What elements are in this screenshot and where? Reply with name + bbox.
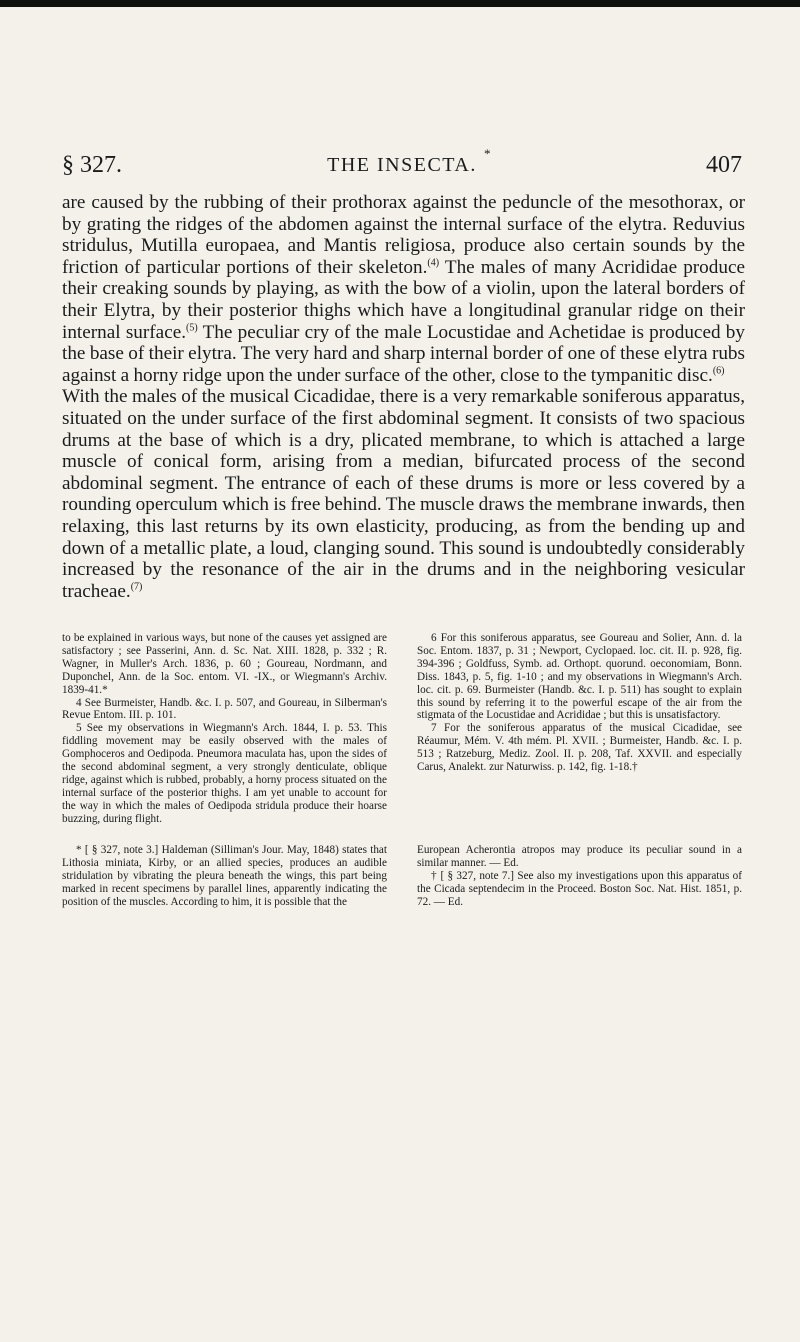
footnote-ref: (4) <box>427 257 440 269</box>
paragraph-text: The males of many Acrididae produce their creaking sounds by playing, as with the bow of a violin, upon the lateral borders of their Elytra, by their posterior thighs which have a longitudinal granular ridge on their internal surface. <box>62 256 745 343</box>
editor-note: † [ § 327, note 7.] See also my investigations upon this apparatus of the Cicada septendecim in the Proceed. Boston Soc. Nat. Hist. 1851, p. 72. — Ed. <box>417 869 742 908</box>
section-number: § 327. <box>62 152 122 178</box>
editor-note: * [ § 327, note 3.] Haldeman (Silliman's Jour. May, 1848) states that Lithosia miniata, Kirby, or an allied species, produces an audible stridulation by vibrating the pleura beneath the wings, this part being marked in recent specimens by parallel lines, apparently indicating the position of the muscles. According to him, it is possible that the <box>62 844 387 908</box>
paragraph-text: With the males of the musical Cicadidae, there is a very remarkable soniferous apparatus, situated on the under surface of the first abdominal segment. It consists of two spacious drums at the base of which is a dry, plicated membrane, to which is attached a large muscle of conical form, arising from a median, bifurcated process of the second abdominal segment. The entrance of each of these drums is more or less covered by a rounding operculum which is free behind. The muscle draws the membrane inwards, then relaxing, this last returns by its own elasticity, producing, as from the bending up and down of a metallic plate, a loud, clanging sound. This sound is undoubtedly considerably increased by the resonance of the air in the drums and in the neighboring vesicular tracheae. <box>62 386 745 602</box>
running-header <box>62 146 742 192</box>
running-title: THE INSECTA. <box>327 154 477 176</box>
footnote-column-right <box>417 632 742 774</box>
footnote-column-left <box>62 632 387 826</box>
footnote-ref: (6) <box>712 365 725 377</box>
footnote: 6 For this soniferous apparatus, see Goureau and Solier, Ann. d. la Soc. Entom. 1837, p. 31 ; Newport, Cyclopaed. loc. cit. II. p. 928, fig. 394-396 ; Goldfuss, Symb. ad. Orthopt. quorund. oeconomiam, Bonn. Diss. 1843, p. 5, fig. 1-10 ; and my observations in Wiegmann's Arch. loc. cit. p. 69. Burmeister (Handb. &c. I. p. 511) has sought to explain this sound by referring it to the powerful escape of the air from the stigmata of the Locustidae and Acrididae ; but this is unsatisfactory. <box>417 632 742 722</box>
header-mark: * <box>484 146 491 161</box>
footnote-ref: (7) <box>130 581 143 593</box>
footnote: 7 For the soniferous apparatus of the musical Cicadidae, see Réaumur, Mém. V. 4th mém. Pl. XVII. ; Burmeister, Handb. &c. I. p. 513 ; Ratzeburg, Mediz. Zool. II. p. 208, Taf. XXVII. and especially Carus, Analekt. zur Naturwiss. p. 142, fig. 1-18.† <box>417 722 742 774</box>
footnote: to be explained in various ways, but none of the causes yet assigned are satisfactory ; see Passerini, Ann. d. Sc. Nat. XIII. 1828, p. 332 ; R. Wagner, in Muller's Arch. 1836, p. 60 ; Goureau, Nordmann, and Duponchel, Ann. de la Soc. entom. VI. -IX., or Wiegmann's Archiv. 1839-41.* <box>62 632 387 696</box>
paragraph <box>62 386 745 602</box>
editor-note: European Acherontia atropos may produce its peculiar sound in a similar manner. — Ed. <box>417 844 742 869</box>
editor-note-column-left <box>62 844 387 909</box>
footnote-ref: (5) <box>186 322 198 334</box>
paragraph-text: The peculiar cry of the male Locustidae and Achetidae is produced by the base of their elytra. The very hard and sharp internal border of one of these elytra rubs against a horny ridge upon the under surface of the other, close to the tympanitic disc. <box>62 321 745 386</box>
footnote: 5 See my observations in Wiegmann's Arch. 1844, I. p. 53. This fiddling movement may be easily observed with the males of Gomphoceros and Oedipoda. Pneumora maculata has, upon the sides of the second abdominal segment, a very strongly denticulate, oblique ridge, against which is rubbed, probably, a horny process situated on the internal surface of the posterior thighs. I am yet unable to account for the way in which the males of Oedipoda stridula produce their hoarse buzzing, during flight. <box>62 722 387 825</box>
footnote: 4 See Burmeister, Handb. &c. I. p. 507, and Goureau, in Silberman's Revue Entom. III. p. 101. <box>62 696 387 722</box>
paragraph-text: are caused by the rubbing of their prothorax against the peduncle of the mesothorax, or by grating the ridges of the abdomen against the internal surface of the elytra. Reduvius stridulus, Mutilla europaea, and Mantis religiosa, produce also certain sounds by the friction of particular portions of their skeleton. <box>62 192 745 278</box>
paragraph <box>62 192 745 386</box>
main-text <box>62 192 745 602</box>
page-number: 407 <box>706 152 742 178</box>
editor-note-column-right <box>417 844 742 909</box>
